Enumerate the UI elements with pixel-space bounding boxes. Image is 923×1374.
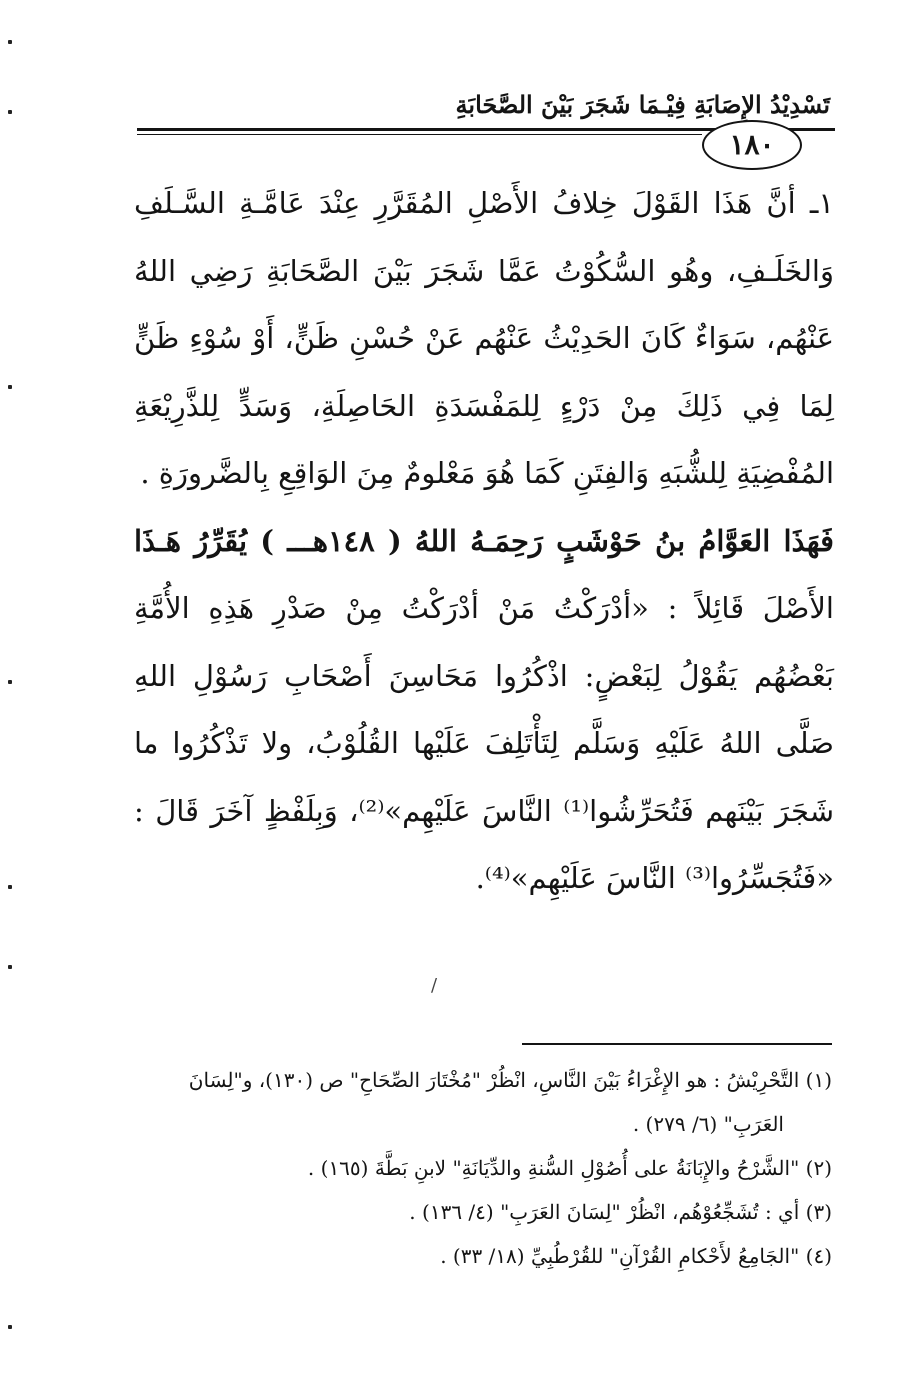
footnote-1-continuation: العَرَبِ" (٦/ ٢٧٩) .	[632, 1112, 784, 1136]
footnote-2: (٢) "الشَّرْحُ والإِبَانَةُ على أُصُوْلِ السُّنةِ والدِّيَانَةِ" لابنِ بَطَّةَ (١٦٥) .	[307, 1156, 832, 1180]
paragraph-2-lead: فَهَذَا العَوَّامُ بنُ حَوْشَبٍ رَحِمَـهُ اللهُ ( ١٤٨هـــ ) يُقَرِّرُ هَـذَا	[134, 523, 834, 558]
paragraph-2	[134, 508, 834, 913]
running-header-title: تَسْدِيْدُ الإِصَابَةِ فِيْـمَا شَجَرَ بَيْنَ الصَّحَابَةِ	[455, 90, 830, 119]
footnotes	[130, 1058, 832, 1278]
scan-speck	[8, 965, 12, 969]
header-rule-thin	[137, 134, 702, 135]
scan-speck	[8, 680, 12, 684]
body-text	[134, 170, 834, 913]
footnote-3: (٣) أي : تُشَجِّعُوْهُم، انْظُرْ "لِسَانَ العَرَبِ" (٤/ ١٣٦) .	[409, 1200, 832, 1224]
stray-mark: /	[431, 975, 438, 996]
paragraph-point-1: ١ـ أنَّ هَذَا القَوْلَ خِلافُ الأَصْلِ المُقَرَّرِ عِنْدَ عَامَّـةِ السَّـلَفِ وَالخَلَـفِ، وهُو السُّكُوْتُ عَمَّا شَجَرَ بَيْنَ الصَّحَابَةِ رَضِي اللهُ عَنْهُم، سَوَاءٌ كَانَ الحَدِيْثُ عَنْهُم عَنْ حُسْنِ ظَنٍّ، أَوْ سُوْءِ ظَنٍّ لِمَا فِي ذَلِكَ مِنْ دَرْءٍ لِلمَفْسَدَةِ الحَاصِلَةِ، وَسَدٍّ لِلذَّرِيْعَةِ المُفْضِيَةِ لِلشُّبَهِ وَالفِتَنِ كَمَا هُوَ مَعْلومٌ مِنَ الوَاقِعِ بِالضَّرورَةِ .	[134, 186, 834, 490]
scan-speck	[8, 40, 12, 44]
scan-speck	[8, 385, 12, 389]
scan-speck	[8, 1325, 12, 1329]
footnote-4: (٤) "الجَامِعُ لأَحْكامِ القُرْآنِ" للقُرْطُبِيِّ (١٨/ ٣٣) .	[440, 1244, 832, 1268]
scan-speck	[8, 885, 12, 889]
footnote-1: (١) التَّحْرِيْشُ : هو الإِغْرَاءُ بَيْنَ النَّاسِ، انْظُرْ "مُخْتَارَ الصِّحَاحِ" ص (١٣٠)، و"لِسَانَ	[188, 1068, 832, 1092]
paragraph-2-text: الأَصْلَ قَائِلاً : «أدْرَكْتُ مَنْ أدْرَكْتُ مِنْ صَدْرِ هَذِهِ الأُمَّةِ بَعْضُهُم يَقُوْلُ لِبَعْضٍ: اذْكُرُوا مَحَاسِنَ أَصْحَابِ رَسُوْلِ اللهِ صَلَّى اللهُ عَلَيْهِ وَسَلَّم لِتَأْتَلِفَ عَلَيْها القُلُوْبُ، ولا تَذْكُرُوا ما شَجَرَ بَيْنَهم فَتُحَرِّشُوا⁽¹⁾ النَّاسَ عَلَيْهِم»⁽²⁾، وَبِلَفْظٍ آخَرَ قَالَ : «فَتُجَسِّرُوا⁽³⁾ النَّاسَ عَلَيْهِم»⁽⁴⁾.	[134, 591, 834, 895]
page-number: ١٨٠	[702, 120, 802, 170]
scan-speck	[8, 110, 12, 114]
footnote-rule	[522, 1043, 832, 1045]
